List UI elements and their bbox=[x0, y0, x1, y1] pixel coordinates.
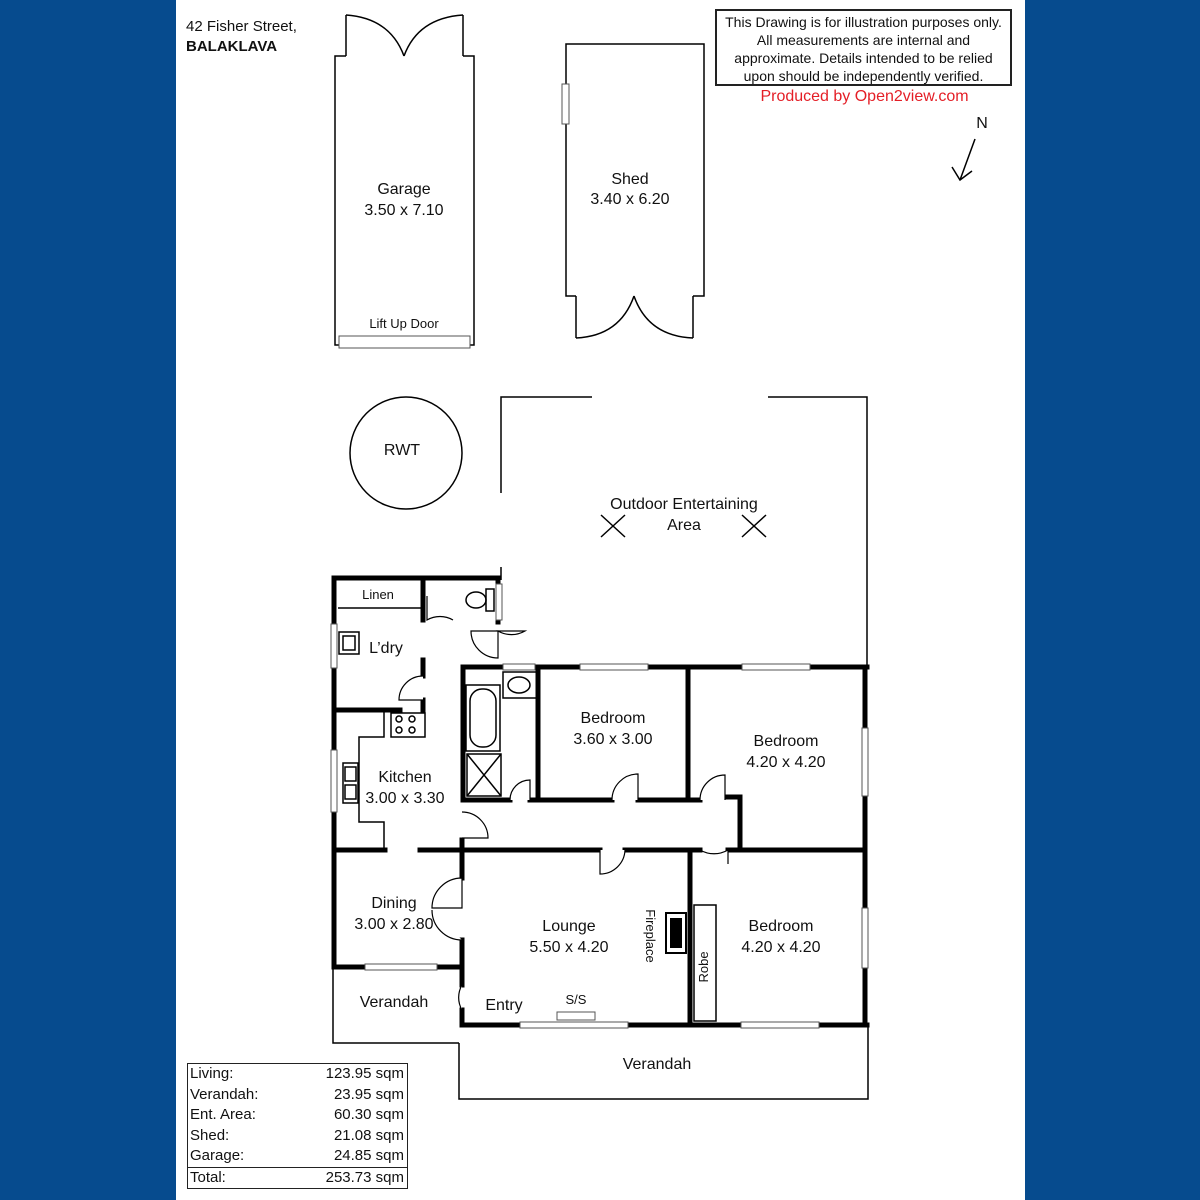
lounge-label: Lounge bbox=[542, 918, 596, 935]
area-row bbox=[188, 1146, 407, 1167]
compass-label: N bbox=[976, 115, 988, 132]
laundry-label: L’dry bbox=[369, 640, 403, 657]
kitchen-label: Kitchen bbox=[378, 769, 432, 786]
producer-credit: Produced by Open2view.com bbox=[760, 88, 969, 105]
area-label: Verandah: bbox=[190, 1085, 259, 1103]
cooktop-icon bbox=[391, 713, 425, 737]
verandah-small-label: Verandah bbox=[359, 994, 429, 1011]
garage bbox=[335, 15, 474, 348]
shed bbox=[562, 44, 704, 338]
garage-door-label: Lift Up Door bbox=[369, 316, 439, 331]
garage-label: Garage bbox=[377, 181, 431, 198]
area-value: 60.30 sqm bbox=[333, 1106, 404, 1123]
bathtub-icon bbox=[466, 685, 500, 751]
verandah-small bbox=[333, 969, 459, 1043]
total-value: 253.73 sqm bbox=[325, 1168, 404, 1186]
disclaimer-box: This Drawing is for illustration purposes only. All measurements are internal and approximate. Details intended to be relied upon should be independently verified. bbox=[715, 9, 1012, 86]
kitchen-size: 3.00 x 3.30 bbox=[365, 790, 445, 807]
verandah-large-label: Verandah bbox=[622, 1056, 692, 1073]
dining-size: 3.00 x 2.80 bbox=[354, 916, 434, 933]
suburb-line: BALAKLAVA bbox=[186, 38, 278, 55]
street-line: 42 Fisher Street, bbox=[186, 18, 297, 35]
vanity-basin-icon bbox=[503, 672, 537, 698]
area-label: Garage: bbox=[190, 1147, 245, 1164]
area-row bbox=[188, 1126, 407, 1147]
area-value: 21.08 sqm bbox=[333, 1126, 404, 1144]
area-label: Living: bbox=[190, 1065, 234, 1082]
shed-label: Shed bbox=[611, 171, 649, 188]
outdoor-label-1: Outdoor Entertaining bbox=[610, 496, 758, 513]
ss-label: S/S bbox=[565, 992, 587, 1007]
bedroom-3-size: 4.20 x 4.20 bbox=[741, 939, 821, 956]
garage-size: 3.50 x 7.10 bbox=[364, 202, 444, 219]
area-value: 24.85 sqm bbox=[333, 1147, 404, 1164]
outdoor-entertaining-area bbox=[501, 397, 867, 665]
area-value: 123.95 sqm bbox=[325, 1065, 404, 1082]
shower-icon bbox=[467, 754, 501, 796]
total-label: Total: bbox=[190, 1168, 226, 1186]
area-label: Ent. Area: bbox=[190, 1106, 256, 1123]
entry-label: Entry bbox=[485, 997, 523, 1014]
rainwater-tank bbox=[350, 397, 462, 509]
area-row bbox=[188, 1064, 407, 1085]
bedroom-2-size: 4.20 x 4.20 bbox=[746, 754, 826, 771]
area-row bbox=[188, 1105, 407, 1126]
outdoor-label-2: Area bbox=[667, 517, 701, 534]
ceiling-fan-icon bbox=[742, 515, 766, 537]
laundry-tub-icon bbox=[339, 632, 359, 654]
lounge-size: 5.50 x 4.20 bbox=[529, 939, 609, 956]
area-total-row bbox=[188, 1167, 407, 1189]
bedroom-1-label: Bedroom bbox=[580, 710, 646, 727]
fixtures bbox=[339, 589, 537, 803]
kitchen-sink-icon bbox=[343, 763, 358, 803]
area-row bbox=[188, 1085, 407, 1106]
compass-icon bbox=[952, 115, 988, 180]
ceiling-fan-icon bbox=[601, 515, 625, 537]
fireplace-label: Fireplace bbox=[643, 909, 658, 963]
dining-label: Dining bbox=[371, 895, 417, 912]
area-schedule bbox=[187, 1063, 408, 1189]
bedroom-1-size: 3.60 x 3.00 bbox=[573, 731, 653, 748]
shed-size: 3.40 x 6.20 bbox=[590, 191, 670, 208]
area-value: 23.95 sqm bbox=[333, 1085, 404, 1103]
rwt-label: RWT bbox=[383, 442, 421, 459]
lift-up-door bbox=[339, 336, 470, 348]
area-label: Shed: bbox=[190, 1126, 230, 1144]
toilet-icon bbox=[466, 589, 494, 611]
linen-label: Linen bbox=[362, 587, 394, 602]
verandah-large bbox=[459, 1027, 868, 1099]
bedroom-3-label: Bedroom bbox=[748, 918, 814, 935]
bedroom-2-label: Bedroom bbox=[753, 733, 819, 750]
robe-label: Robe bbox=[696, 951, 711, 983]
